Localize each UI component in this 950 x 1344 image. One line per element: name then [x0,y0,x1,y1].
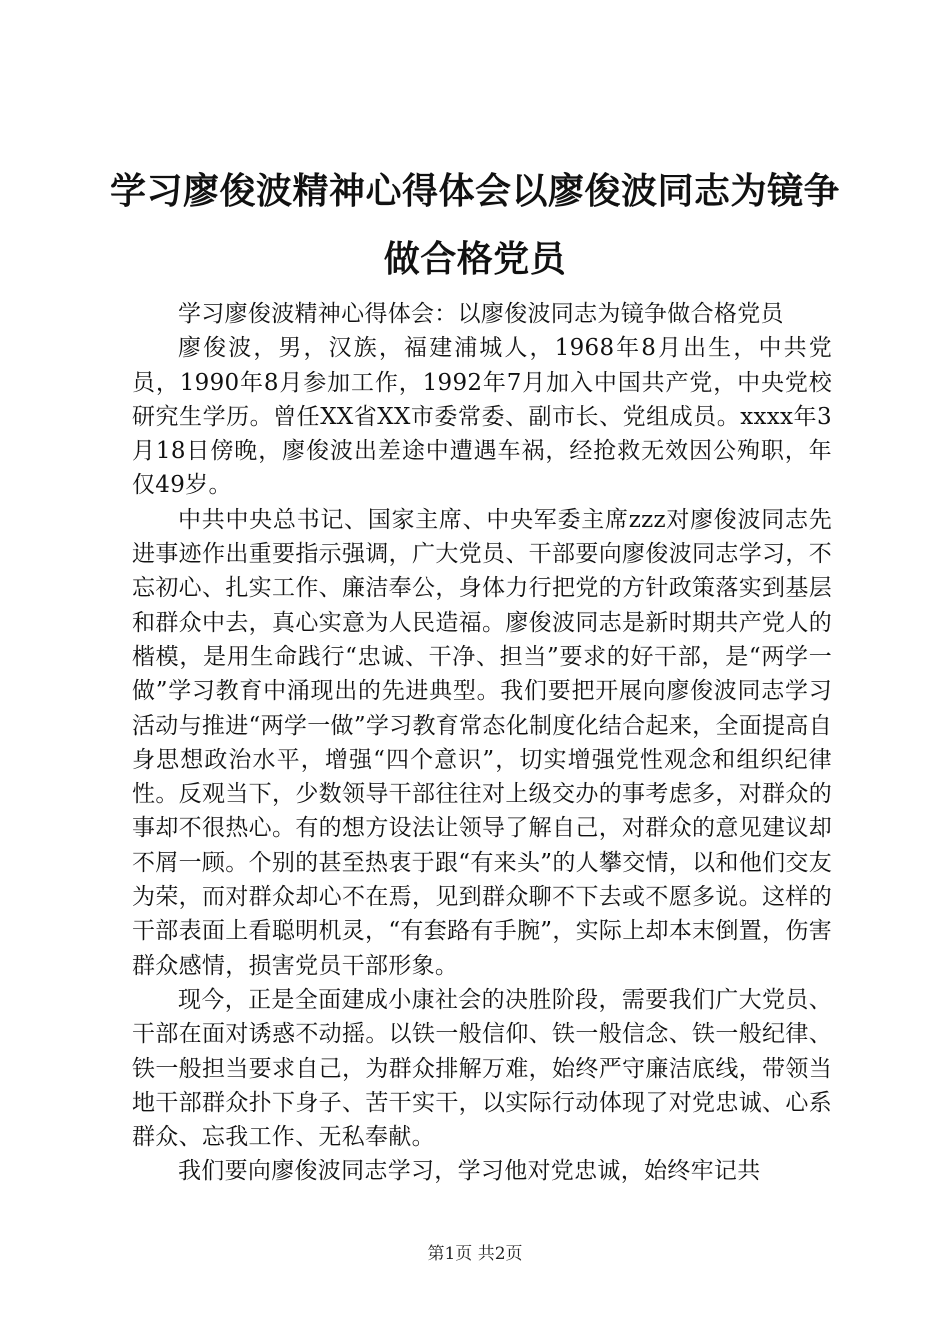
paragraph-learning: 我们要向廖俊波同志学习，学习他对党忠诚，始终牢记共 [178,1158,761,1185]
paragraph-current-stage: 现今，正是全面建成小康社会的决胜阶段，需要我们广大党员、干部在面对诱惑不动摇。以铁一般信仰、铁一般信念、铁一般纪律、铁一般担当要求自己，为群众排解万难，始终严守廉洁底线，带领当地干部群众扑下身子、苦干实干，以实际行动体现了对党忠诚、心系群众、忘我工作、无私奉献。 [132,986,832,1151]
document-body [132,297,832,1189]
paragraph-instructions: 中共中央总书记、国家主席、中央军委主席zzz对廖俊波同志先进事迹作出重要指示强调，广大党员、干部要向廖俊波同志学习，不忘初心、扎实工作、廉洁奉公，身体力行把党的方针政策落实到基层和群众中去，真心实意为人民造福。廖俊波同志是新时期共产党人的楷模，是用生命践行“忠诚、干净、担当”要求的好干部，是“两学一做”学习教育中涌现出的先进典型。我们要把开展向廖俊波同志学习活动与推进“两学一做”学习教育常态化制度化结合起来，全面提高自身思想政治水平，增强“四个意识”，切实增强党性观念和组织纪律性。反观当下，少数领导干部往往对上级交办的事考虑多，对群众的事却不很热心。有的想方设法让领导了解自己，对群众的意见建议却不屑一顾。个别的甚至热衷于跟“有来头”的人攀交情，以和他们交友为荣，而对群众却心不在焉，见到群众聊不下去或不愿多说。这样的干部表面上看聪明机灵，“有套路有手腕”，实际上却本末倒置，伤害群众感情，损害党员干部形象。 [132,506,832,979]
paragraph-biography: 廖俊波，男，汉族，福建浦城人，1968年8月出生，中共党员，1990年8月参加工作，1992年7月加入中国共产党，中央党校研究生学历。曾任XX省XX市委常委、副市长、党组成员。xxxx年3月18日傍晚，廖俊波出差途中遭遇车祸，经抢救无效因公殉职，年仅49岁。 [132,335,832,499]
document-title: 学习廖俊波精神心得体会以廖俊波同志为镜争做合格党员 [110,171,841,280]
paragraph-subtitle: 学习廖俊波精神心得体会：以廖俊波同志为镜争做合格党员 [178,301,784,327]
page-number-footer: 第1页 共2页 [427,1244,523,1264]
